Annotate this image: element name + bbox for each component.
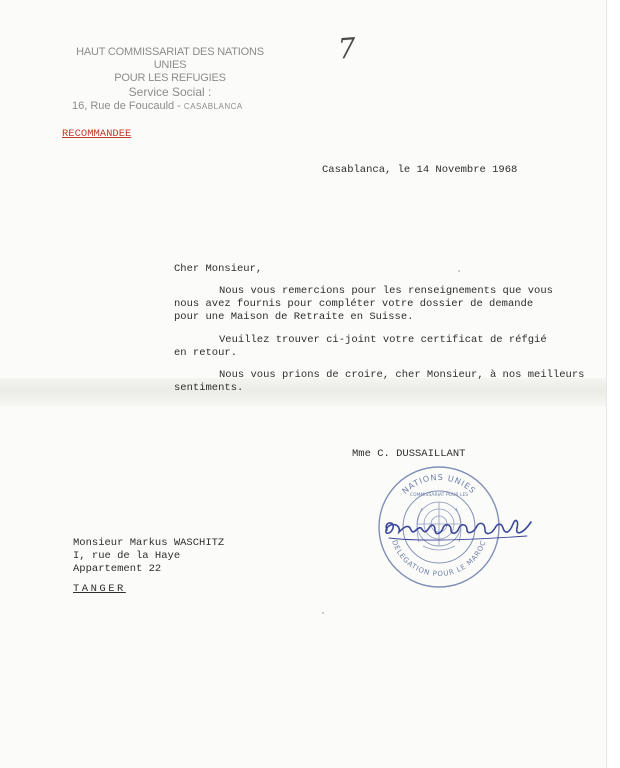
paragraph-line: en retour.	[174, 347, 238, 359]
recipient-address	[73, 537, 224, 576]
signer-name: Mme C. DUSSAILLANT	[352, 448, 466, 460]
recipient-apartment: Appartement 22	[73, 563, 162, 575]
recipient-city: TANGER	[73, 583, 126, 595]
letterhead-org-line-2: POUR LES REFUGIES	[114, 72, 226, 84]
handwritten-signature	[381, 508, 537, 548]
letterhead-department: Service Social :	[128, 85, 212, 99]
handwritten-page-number: 7	[336, 31, 357, 66]
body-paragraph	[174, 285, 594, 324]
letterhead	[60, 46, 280, 114]
seal-inner-text: COMMISSARIAT POUR LES	[409, 493, 469, 498]
body-paragraph	[174, 369, 594, 395]
paragraph-line: Nous vous remercions pour les renseignements que vous	[219, 285, 553, 297]
letterhead-street: 16, Rue de Foucauld -	[72, 100, 181, 112]
registered-mail-stamp: RECOMMANDEE	[62, 128, 132, 140]
letterhead-org-line: HAUT COMMISSARIAT DES NATIONS UNIES	[76, 46, 264, 71]
salutation: Cher Monsieur,	[174, 263, 263, 275]
recipient-street: I, rue de la Haye	[73, 550, 181, 562]
body-paragraph	[174, 334, 594, 360]
letterhead-address	[60, 99, 280, 114]
date-line: Casablanca, le 14 Novembre 1968	[322, 164, 518, 176]
seal-bottom-text: DELEGATION POUR LE MAROC	[390, 539, 488, 579]
paragraph-line: Veuillez trouver ci-joint votre certificat de réfgié	[219, 334, 547, 346]
paragraph-line: Nous vous prions de croire, cher Monsieur, à nos meilleurs	[219, 369, 585, 381]
recipient-name: Monsieur Markus WASCHITZ	[73, 537, 225, 549]
paragraph-line: pour une Maison de Retraite en Suisse.	[174, 311, 414, 323]
seal-top-text: NATIONS UNIES	[400, 472, 478, 496]
paper-speck	[322, 612, 324, 614]
letterhead-city: CASABLANCA	[183, 102, 243, 111]
paragraph-line: sentiments.	[174, 382, 244, 394]
paper-speck	[458, 270, 460, 272]
paragraph-line: nous avez fournis pour compléter votre dossier de demande	[174, 298, 534, 310]
